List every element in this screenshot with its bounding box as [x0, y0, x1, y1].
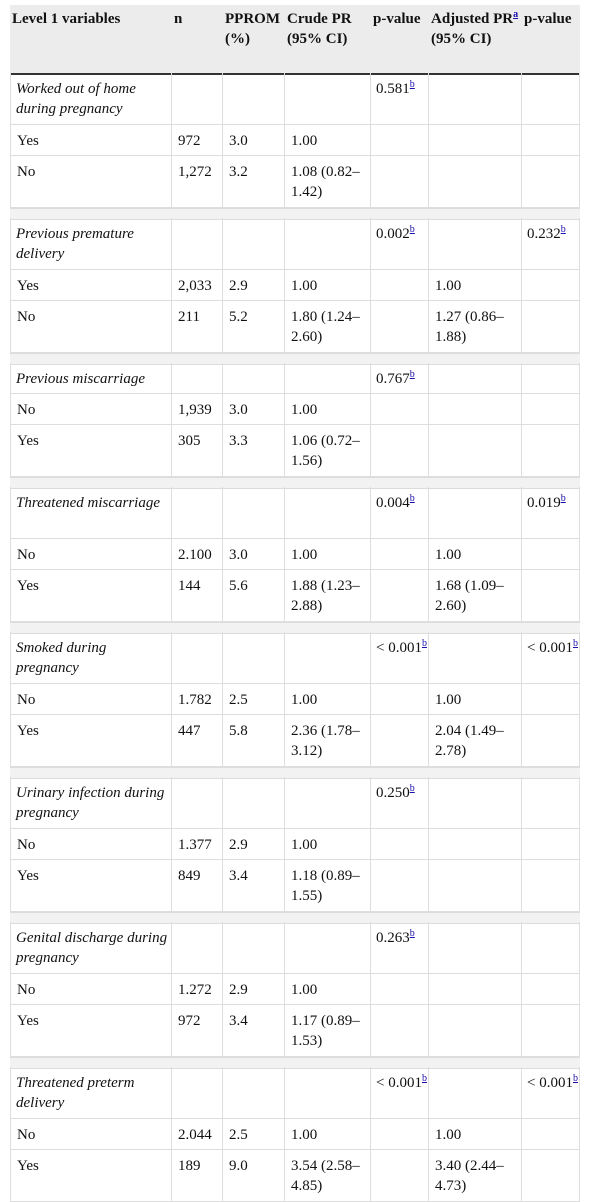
cell-n: 2.044 — [172, 1119, 223, 1150]
cell-p-value-crude — [371, 1119, 429, 1150]
cell-n — [172, 922, 223, 974]
cell-n — [172, 632, 223, 684]
table-header-row — [10, 5, 580, 75]
p-value-adjusted — [522, 487, 580, 539]
cell-pprom: 3.0 — [223, 539, 285, 570]
cell-p-value-adjusted — [522, 922, 580, 974]
cell-n: 972 — [172, 125, 223, 156]
category-label: No — [10, 829, 172, 860]
cell-adjusted-pr — [429, 777, 522, 829]
footnote-a-link[interactable]: a — [513, 9, 519, 20]
group-row — [10, 218, 580, 270]
category-label: No — [10, 394, 172, 425]
cell-p-value-crude — [371, 270, 429, 301]
cell-adjusted-pr — [429, 363, 522, 394]
table-row — [10, 125, 580, 156]
cell-pprom: 3.0 — [223, 394, 285, 425]
variable-name: Threatened miscarriage — [10, 487, 172, 539]
p-value-crude-value: < 0.001 — [376, 640, 422, 656]
cell-p-value-crude — [371, 684, 429, 715]
cell-p-value-crude — [371, 425, 429, 477]
cell-p-value-adjusted — [522, 125, 580, 156]
cell-crude-pr: 1.00 — [285, 539, 371, 570]
table-row — [10, 1119, 580, 1150]
cell-adjusted-pr — [429, 1005, 522, 1057]
p-value-adjusted — [522, 632, 580, 684]
cell-p-value-adjusted — [522, 684, 580, 715]
cell-pprom — [223, 363, 285, 394]
category-label: Yes — [10, 270, 172, 301]
p-value-crude-value: 0.250 — [376, 785, 410, 801]
cell-adjusted-pr: 1.00 — [429, 684, 522, 715]
cell-crude-pr: 1.80 (1.24–2.60) — [285, 301, 371, 353]
variable-name: Threatened preterm delivery — [10, 1067, 172, 1119]
cell-pprom — [223, 922, 285, 974]
footnote-b-link[interactable]: b — [560, 224, 566, 235]
p-value-crude — [371, 1067, 429, 1119]
category-label: No — [10, 539, 172, 570]
cell-p-value-crude — [371, 860, 429, 912]
footnote-b-link[interactable]: b — [409, 224, 415, 235]
cell-pprom: 3.3 — [223, 425, 285, 477]
cell-n — [172, 73, 223, 125]
category-label: Yes — [10, 860, 172, 912]
cell-adjusted-pr: 1.68 (1.09–2.60) — [429, 570, 522, 622]
header-n: n — [174, 11, 183, 27]
category-label: No — [10, 156, 172, 208]
cell-p-value-crude — [371, 1150, 429, 1202]
category-label: Yes — [10, 715, 172, 767]
group-row — [10, 632, 580, 684]
cell-pprom: 5.6 — [223, 570, 285, 622]
cell-adjusted-pr — [429, 394, 522, 425]
cell-adjusted-pr: 2.04 (1.49–2.78) — [429, 715, 522, 767]
cell-crude-pr: 1.00 — [285, 974, 371, 1005]
cell-crude-pr: 1.00 — [285, 125, 371, 156]
group-row — [10, 73, 580, 125]
cell-p-value-adjusted — [522, 301, 580, 353]
cell-pprom — [223, 73, 285, 125]
cell-pprom: 3.2 — [223, 156, 285, 208]
header-crude-pr: Crude PR (95% CI) — [287, 11, 352, 47]
cell-p-value-adjusted — [522, 156, 580, 208]
cell-crude-pr: 1.88 (1.23–2.88) — [285, 570, 371, 622]
cell-adjusted-pr — [429, 73, 522, 125]
cell-crude-pr: 2.36 (1.78–3.12) — [285, 715, 371, 767]
footnote-b-link[interactable]: b — [409, 79, 415, 90]
table-row — [10, 860, 580, 912]
cell-n: 305 — [172, 425, 223, 477]
cell-n: 972 — [172, 1005, 223, 1057]
category-label: No — [10, 684, 172, 715]
cell-adjusted-pr — [429, 487, 522, 539]
cell-n — [172, 363, 223, 394]
p-value-crude-value: 0.263 — [376, 930, 410, 946]
cell-crude-pr — [285, 632, 371, 684]
cell-crude-pr — [285, 777, 371, 829]
cell-crude-pr: 1.00 — [285, 270, 371, 301]
cell-crude-pr: 1.08 (0.82–1.42) — [285, 156, 371, 208]
variable-name: Previous miscarriage — [10, 363, 172, 394]
cell-pprom: 2.5 — [223, 684, 285, 715]
variable-name: Smoked during pregnancy — [10, 632, 172, 684]
group-row — [10, 487, 580, 539]
cell-pprom: 3.4 — [223, 1005, 285, 1057]
cell-n — [172, 777, 223, 829]
cell-p-value-crude — [371, 570, 429, 622]
table-row — [10, 570, 580, 622]
table-row — [10, 270, 580, 301]
group-row — [10, 363, 580, 394]
table-row — [10, 425, 580, 477]
cell-p-value-crude — [371, 829, 429, 860]
cell-crude-pr — [285, 73, 371, 125]
cell-adjusted-pr — [429, 632, 522, 684]
cell-p-value-adjusted — [522, 1150, 580, 1202]
cell-n: 211 — [172, 301, 223, 353]
cell-p-value-adjusted — [522, 539, 580, 570]
cell-p-value-adjusted — [522, 1119, 580, 1150]
p-value-adjusted-value: 0.232 — [527, 226, 561, 242]
footnote-b-link[interactable]: b — [409, 928, 415, 939]
table-row — [10, 301, 580, 353]
cell-p-value-adjusted — [522, 860, 580, 912]
header-adjusted-pr-ci: (95% CI) — [431, 31, 492, 47]
cell-p-value-crude — [371, 1005, 429, 1057]
variable-name: Genital discharge during pregnancy — [10, 922, 172, 974]
p-value-crude-value: < 0.001 — [376, 1075, 422, 1091]
header-pprom: PPROM (%) — [225, 11, 280, 47]
cell-crude-pr: 1.18 (0.89–1.55) — [285, 860, 371, 912]
cell-pprom: 3.0 — [223, 125, 285, 156]
category-label: No — [10, 301, 172, 353]
cell-p-value-adjusted — [522, 715, 580, 767]
table-row — [10, 539, 580, 570]
cell-pprom — [223, 218, 285, 270]
header-p-value-adjusted: p-value — [524, 11, 572, 27]
p-value-crude-value: 0.002 — [376, 226, 410, 242]
cell-p-value-adjusted — [522, 270, 580, 301]
p-value-crude — [371, 73, 429, 125]
cell-pprom: 2.5 — [223, 1119, 285, 1150]
category-label: Yes — [10, 1150, 172, 1202]
cell-adjusted-pr: 3.40 (2.44–4.73) — [429, 1150, 522, 1202]
footnote-b-link[interactable]: b — [409, 493, 415, 504]
p-value-crude — [371, 363, 429, 394]
cell-n — [172, 1067, 223, 1119]
cell-p-value-crude — [371, 301, 429, 353]
cell-crude-pr: 1.17 (0.89–1.53) — [285, 1005, 371, 1057]
p-value-adjusted — [522, 1067, 580, 1119]
category-label: No — [10, 974, 172, 1005]
cell-p-value-adjusted — [522, 777, 580, 829]
cell-p-value-crude — [371, 125, 429, 156]
cell-n: 1.272 — [172, 974, 223, 1005]
cell-adjusted-pr: 1.00 — [429, 1119, 522, 1150]
p-value-crude — [371, 777, 429, 829]
cell-n: 1.782 — [172, 684, 223, 715]
table-row — [10, 684, 580, 715]
header-adjusted-pr-text: Adjusted PR — [431, 11, 514, 27]
cell-n — [172, 487, 223, 539]
cell-p-value-adjusted — [522, 363, 580, 394]
cell-adjusted-pr — [429, 1067, 522, 1119]
footnote-b-link[interactable]: b — [421, 1073, 427, 1084]
header-level1-variables: Level 1 variables — [12, 11, 121, 27]
table-row — [10, 715, 580, 767]
cell-p-value-crude — [371, 974, 429, 1005]
cell-n: 849 — [172, 860, 223, 912]
variable-name: Previous premature delivery — [10, 218, 172, 270]
category-label: Yes — [10, 425, 172, 477]
variable-name: Worked out of home during pregnancy — [10, 73, 172, 125]
cell-n: 189 — [172, 1150, 223, 1202]
cell-n: 144 — [172, 570, 223, 622]
cell-crude-pr — [285, 1067, 371, 1119]
cell-p-value-adjusted — [522, 829, 580, 860]
cell-adjusted-pr — [429, 156, 522, 208]
cell-pprom: 2.9 — [223, 974, 285, 1005]
category-label: No — [10, 1119, 172, 1150]
cell-crude-pr — [285, 218, 371, 270]
cell-p-value-adjusted — [522, 425, 580, 477]
cell-crude-pr: 3.54 (2.58–4.85) — [285, 1150, 371, 1202]
cell-pprom: 5.2 — [223, 301, 285, 353]
cell-p-value-crude — [371, 156, 429, 208]
cell-adjusted-pr — [429, 125, 522, 156]
cell-pprom — [223, 777, 285, 829]
cell-crude-pr — [285, 487, 371, 539]
group-row — [10, 1067, 580, 1119]
variable-name: Urinary infection during pregnancy — [10, 777, 172, 829]
cell-adjusted-pr — [429, 218, 522, 270]
table-row — [10, 1150, 580, 1202]
cell-p-value-crude — [371, 394, 429, 425]
p-value-crude — [371, 487, 429, 539]
cell-crude-pr — [285, 922, 371, 974]
cell-adjusted-pr — [429, 922, 522, 974]
cell-crude-pr — [285, 363, 371, 394]
cell-n: 2,033 — [172, 270, 223, 301]
cell-n: 1,939 — [172, 394, 223, 425]
p-value-adjusted-value: < 0.001 — [527, 1075, 573, 1091]
cell-p-value-adjusted — [522, 73, 580, 125]
p-value-adjusted-value: < 0.001 — [527, 640, 573, 656]
cell-n: 1.377 — [172, 829, 223, 860]
table-row — [10, 974, 580, 1005]
cell-adjusted-pr — [429, 829, 522, 860]
group-row — [10, 777, 580, 829]
cell-pprom: 5.8 — [223, 715, 285, 767]
cell-pprom — [223, 1067, 285, 1119]
cell-crude-pr: 1.00 — [285, 684, 371, 715]
p-value-adjusted-value: 0.019 — [527, 495, 561, 511]
p-value-crude — [371, 218, 429, 270]
table-row — [10, 1005, 580, 1057]
group-row — [10, 922, 580, 974]
cell-pprom: 2.9 — [223, 829, 285, 860]
p-value-crude-value: 0.581 — [376, 81, 410, 97]
cell-crude-pr: 1.00 — [285, 829, 371, 860]
cell-crude-pr: 1.00 — [285, 1119, 371, 1150]
category-label: Yes — [10, 1005, 172, 1057]
cell-p-value-adjusted — [522, 974, 580, 1005]
table-row — [10, 394, 580, 425]
cell-p-value-crude — [371, 539, 429, 570]
cell-adjusted-pr — [429, 860, 522, 912]
p-value-crude-value: 0.004 — [376, 495, 410, 511]
cell-p-value-adjusted — [522, 394, 580, 425]
footnote-b-link[interactable]: b — [409, 783, 415, 794]
p-value-crude-value: 0.767 — [376, 371, 410, 387]
cell-pprom: 2.9 — [223, 270, 285, 301]
cell-n: 447 — [172, 715, 223, 767]
cell-pprom — [223, 487, 285, 539]
table-row — [10, 156, 580, 208]
cell-adjusted-pr: 1.00 — [429, 539, 522, 570]
cell-crude-pr: 1.00 — [285, 394, 371, 425]
cell-n: 1,272 — [172, 156, 223, 208]
cell-p-value-adjusted — [522, 570, 580, 622]
cell-pprom: 9.0 — [223, 1150, 285, 1202]
cell-pprom: 3.4 — [223, 860, 285, 912]
p-value-crude — [371, 922, 429, 974]
cell-crude-pr: 1.06 (0.72–1.56) — [285, 425, 371, 477]
p-value-adjusted — [522, 218, 580, 270]
footnote-b-link[interactable]: b — [409, 369, 415, 380]
cell-p-value-crude — [371, 715, 429, 767]
cell-pprom — [223, 632, 285, 684]
header-p-value-crude: p-value — [373, 11, 421, 27]
table-row — [10, 829, 580, 860]
footnote-b-link[interactable]: b — [421, 638, 427, 649]
category-label: Yes — [10, 570, 172, 622]
footnote-b-link[interactable]: b — [560, 493, 566, 504]
cell-adjusted-pr — [429, 974, 522, 1005]
header-adjusted-pr — [429, 5, 522, 73]
category-label: Yes — [10, 125, 172, 156]
footnote-b-link[interactable]: b — [572, 1073, 578, 1084]
cell-adjusted-pr: 1.00 — [429, 270, 522, 301]
cell-adjusted-pr — [429, 425, 522, 477]
cell-adjusted-pr: 1.27 (0.86–1.88) — [429, 301, 522, 353]
p-value-crude — [371, 632, 429, 684]
footnote-b-link[interactable]: b — [572, 638, 578, 649]
cell-n: 2.100 — [172, 539, 223, 570]
cell-p-value-adjusted — [522, 1005, 580, 1057]
cell-n — [172, 218, 223, 270]
